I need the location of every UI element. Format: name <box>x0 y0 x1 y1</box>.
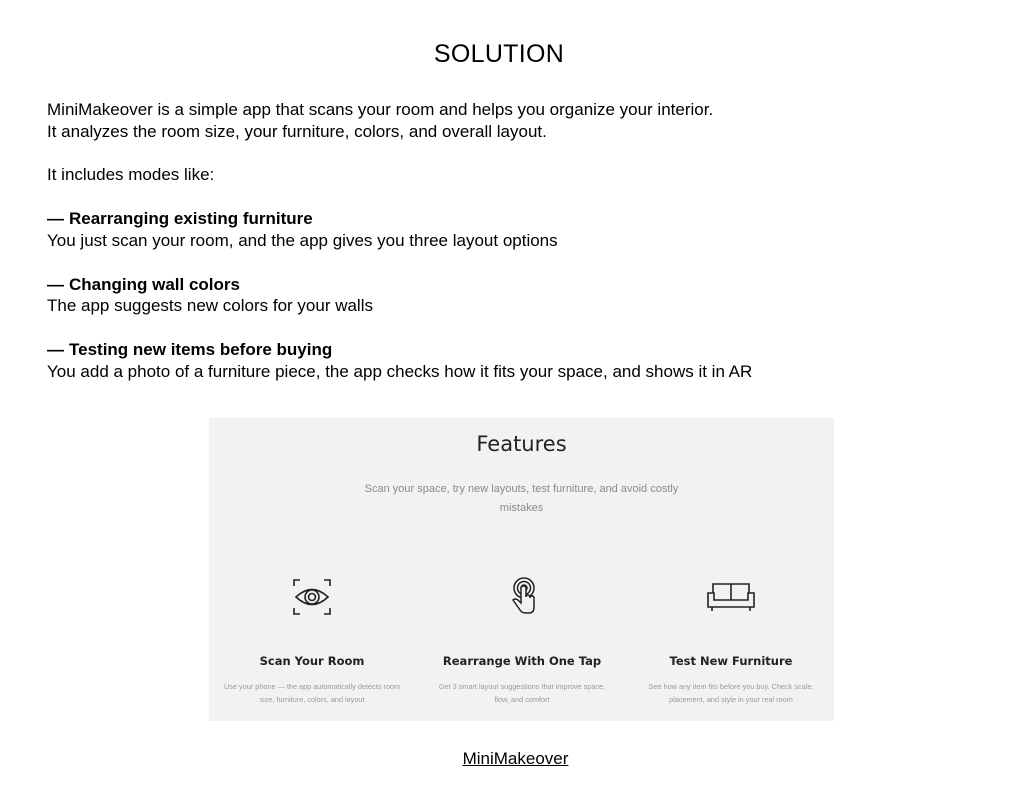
feature-scan-room <box>212 576 412 706</box>
feature-desc: Use your phone — the app automatically detects room size, furniture, colors, and layout <box>223 682 401 704</box>
feature-rearrange <box>422 576 622 706</box>
mode-title-text: Testing new items before buying <box>69 339 333 359</box>
mode-title <box>47 339 947 361</box>
mode-dash: — <box>47 339 64 359</box>
feature-title: Rearrange With One Tap <box>442 654 602 668</box>
modes-intro: It includes modes like: <box>47 165 215 185</box>
features-subtitle: Scan your space, try new layouts, test furniture, and avoid costly mistakes <box>364 483 679 514</box>
feature-desc: See how any item fits before you buy. Check scale, placement, and style in your real room <box>648 682 814 704</box>
eye-scan-icon <box>290 576 334 618</box>
feature-title: Scan Your Room <box>259 654 365 668</box>
tap-gesture-icon <box>504 576 540 618</box>
page-title: SOLUTION <box>433 40 565 68</box>
mode-desc: You just scan your room, and the app gives you three layout options <box>47 230 558 250</box>
mode-title-text: Changing wall colors <box>69 274 240 294</box>
mode-title-text: Rearranging existing furniture <box>69 209 313 229</box>
mode-title <box>47 274 947 296</box>
mode-title <box>47 208 947 230</box>
mode-desc: The app suggests new colors for your walls <box>47 296 373 316</box>
feature-desc: Get 3 smart layout suggestions that improve space, flow, and comfort <box>438 682 606 704</box>
features-panel <box>209 418 834 721</box>
intro-line-2: It analyzes the room size, your furniture, colors, and overall layout. <box>47 121 547 141</box>
sofa-icon <box>705 576 757 618</box>
minimakeover-link[interactable]: MiniMakeover <box>462 749 569 768</box>
feature-title: Test New Furniture <box>669 654 793 668</box>
mode-desc: You add a photo of a furniture piece, the app checks how it fits your space, and shows it in AR <box>47 361 753 381</box>
feature-test-furniture <box>631 576 831 706</box>
mode-dash: — <box>47 209 64 229</box>
features-heading: Features <box>476 432 567 456</box>
intro-line-1: MiniMakeover is a simple app that scans your room and helps you organize your interior. <box>47 100 714 119</box>
mode-dash: — <box>47 274 64 294</box>
solution-body <box>47 99 947 382</box>
